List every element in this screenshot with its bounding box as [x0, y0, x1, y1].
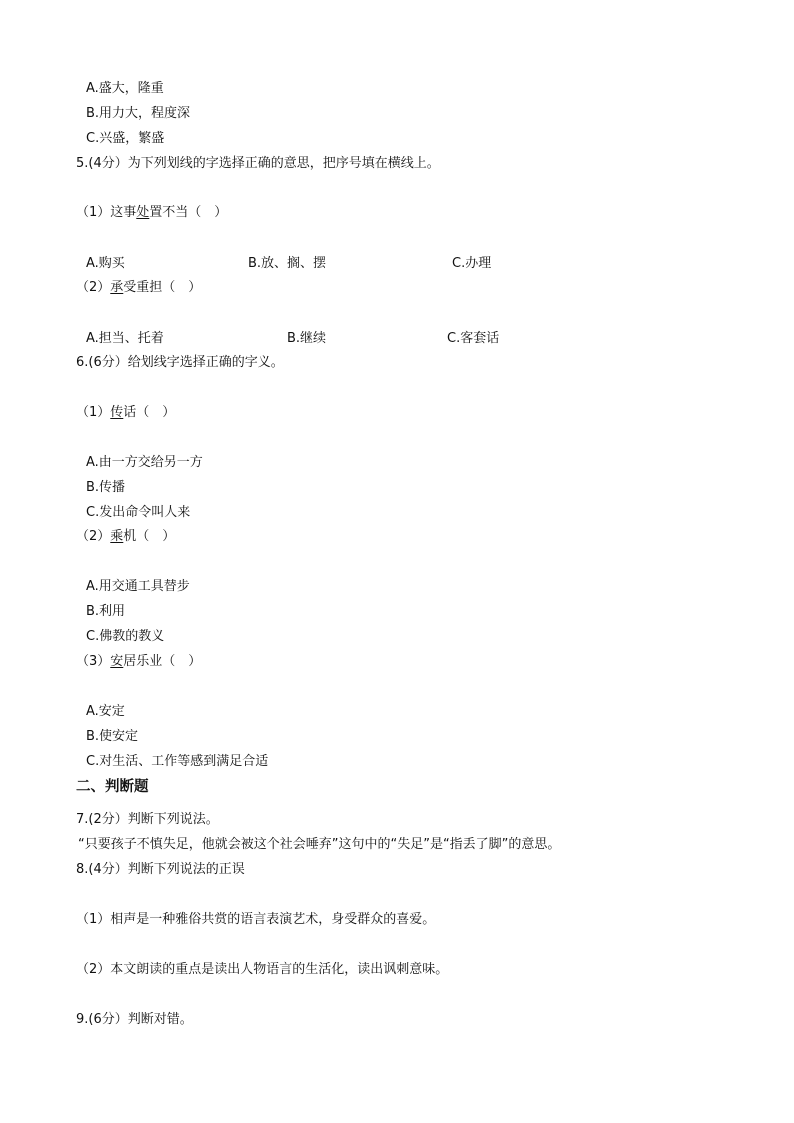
q5-sub1-option-a: A.购买	[86, 256, 125, 271]
q5-sub2-option-b: B.继续	[287, 331, 327, 346]
q4-option-b: B.用力大，程度深	[86, 106, 191, 121]
q6-sub2-option-c: C.佛教的教义	[86, 629, 165, 644]
q5-sub1-option-c: C.办理	[452, 256, 492, 271]
q5-sub1-prefix: （1）这事	[76, 205, 137, 220]
q6-sub3-option-c: C.对生活、工作等感到满足合适	[86, 754, 269, 769]
q6-sub2-prefix: （2）	[76, 529, 111, 544]
q6-sub1-suffix: 话（ ）	[123, 405, 176, 420]
q5-sub1-option-b: B.放、搁、摆	[248, 256, 327, 271]
q5-sub2	[76, 279, 201, 297]
q5-sub2-option-c: C.客套话	[447, 331, 500, 346]
q6-sub3	[76, 653, 201, 671]
q5-sub2-suffix: 受重担（ ）	[123, 280, 202, 295]
q6-sub2-underlined-char: 乘	[110, 529, 124, 544]
q6-sub1-option-c: C.发出命令叫人来	[86, 505, 191, 520]
q8-stem: 8.(4分）判断下列说法的正误	[76, 862, 245, 877]
q6-sub1-option-b: B.传播	[86, 480, 126, 495]
q5-sub1	[76, 204, 227, 222]
q6-sub2-suffix: 机（ ）	[123, 529, 176, 544]
q5-sub1-underlined-char: 处	[136, 205, 150, 220]
q6-sub3-option-b: B.使安定	[86, 729, 139, 744]
q6-sub1-underlined-char: 传	[110, 405, 124, 420]
q6-sub3-option-a: A.安定	[86, 704, 125, 719]
q5-stem: 5.(4分）为下列划线的字选择正确的意思，把序号填在横线上。	[76, 156, 440, 171]
q8-item-2: （2）本文朗读的重点是读出人物语言的生活化，读出讽刺意味。	[76, 962, 449, 977]
q6-sub3-underlined-char: 安	[110, 654, 124, 669]
q6-sub1-option-a: A.由一方交给另一方	[86, 455, 203, 470]
q6-sub1	[76, 404, 175, 422]
q5-sub2-option-a: A.担当、托着	[86, 331, 164, 346]
q6-sub2	[76, 528, 175, 546]
q4-option-c: C.兴盛，繁盛	[86, 131, 165, 146]
q6-sub3-prefix: （3）	[76, 654, 111, 669]
q4-option-a: A.盛大，隆重	[86, 81, 164, 96]
q7-statement: “只要孩子不慎失足，他就会被这个社会唾弃”这句中的“失足”是“指丢了脚”的意思。	[78, 837, 561, 852]
q6-sub2-option-b: B.利用	[86, 604, 126, 619]
q5-sub2-underlined-char: 承	[110, 280, 124, 295]
section-2-title: 二、判断题	[76, 779, 149, 795]
q5-sub1-suffix: 置不当（ ）	[149, 205, 228, 220]
q9-stem: 9.(6分）判断对错。	[76, 1012, 193, 1027]
q5-sub2-prefix: （2）	[76, 280, 111, 295]
q6-sub2-option-a: A.用交通工具替步	[86, 579, 190, 594]
q6-sub1-prefix: （1）	[76, 405, 111, 420]
q6-stem: 6.(6分）给划线字选择正确的字义。	[76, 355, 284, 370]
q7-stem: 7.(2分）判断下列说法。	[76, 812, 219, 827]
q6-sub3-suffix: 居乐业（ ）	[123, 654, 202, 669]
q8-item-1: （1）相声是一种雅俗共赏的语言表演艺术，身受群众的喜爱。	[76, 912, 436, 927]
